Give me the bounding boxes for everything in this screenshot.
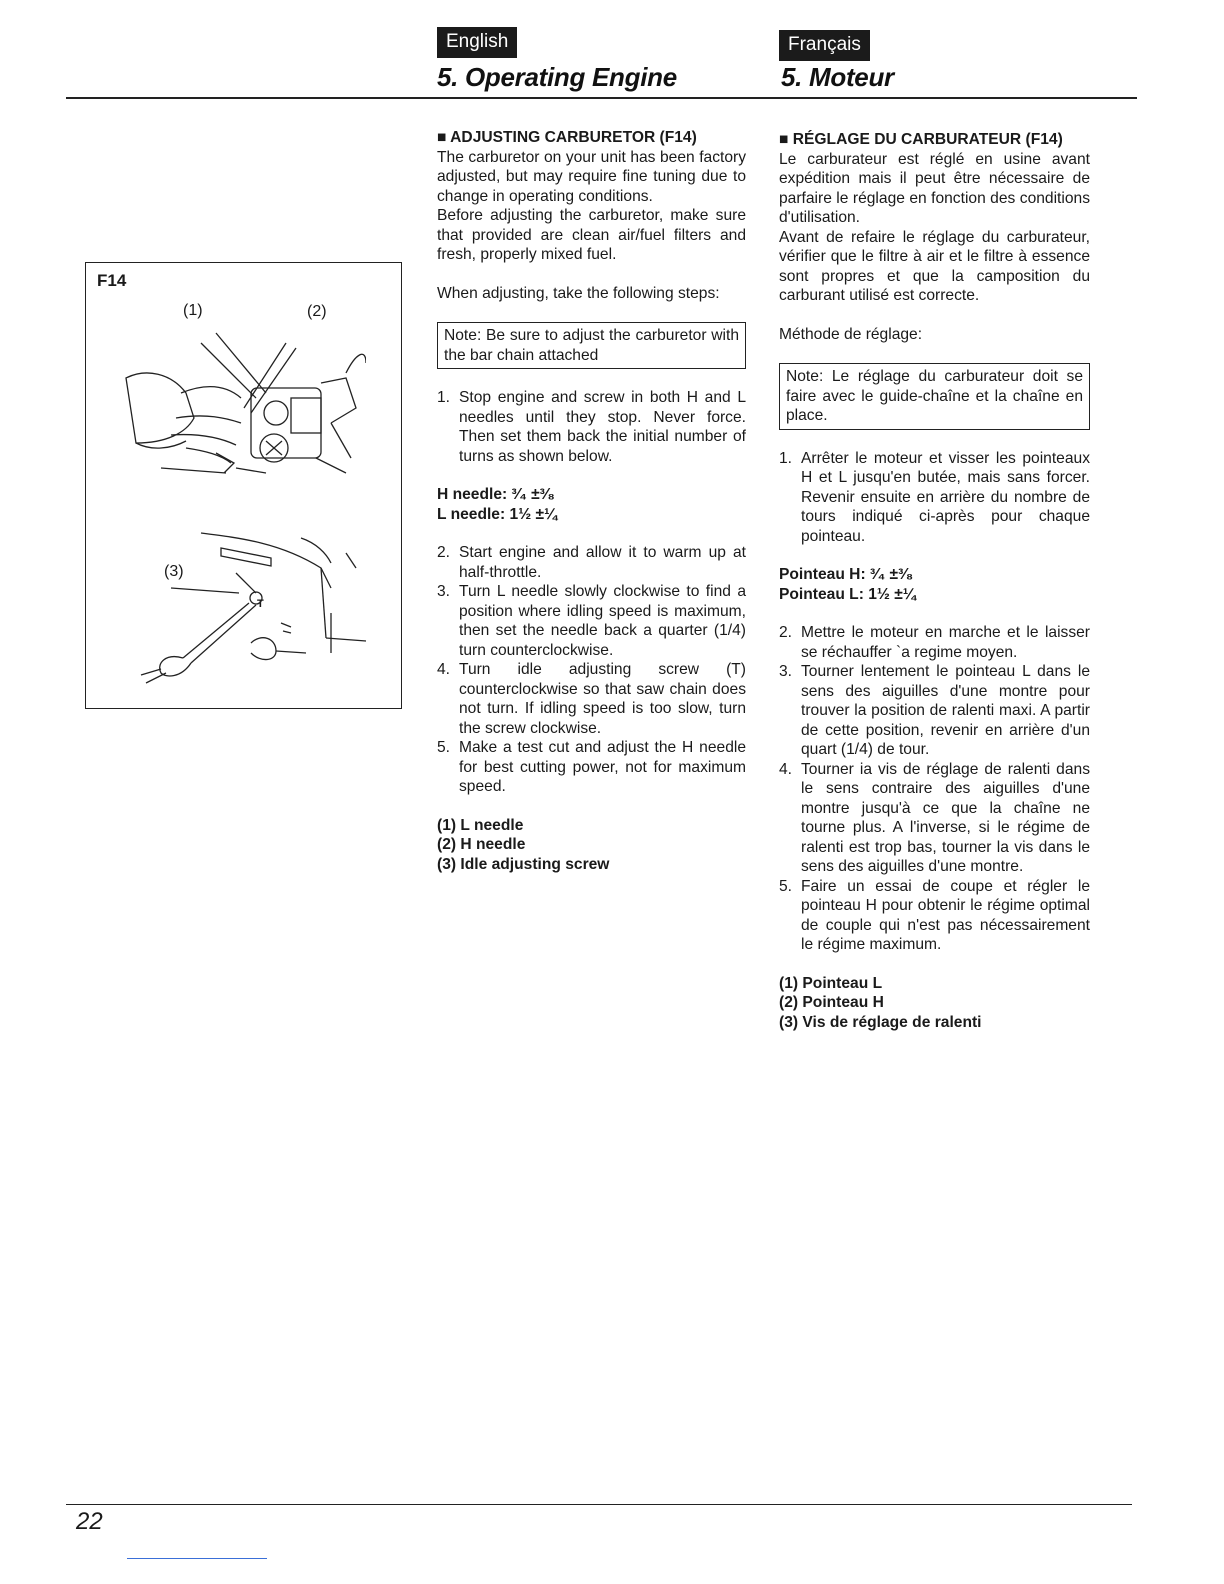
english-legend (437, 816, 746, 875)
step-text: Stop engine and screw in both H and L needles until they stop. Never force. Then set them back the initial number of turns as shown below. (459, 389, 746, 465)
l-needle-setting (779, 585, 1090, 605)
french-legend (779, 974, 1090, 1033)
page-number: 22 (76, 1508, 103, 1535)
step-number: 3. (437, 583, 451, 600)
french-heading: ■ RÉGLAGE DU CARBURATEUR (F14) (779, 131, 1063, 148)
list-item (437, 543, 746, 582)
step-number: 5. (437, 739, 451, 756)
french-column (779, 130, 1090, 1032)
english-note: Note: Be sure to adjust the carburetor with the bar chain attached (444, 327, 739, 364)
callout-1: (1) (183, 302, 203, 319)
english-intro-2: Before adjusting the carburetor, make sure that provided are clean air/fuel filters and fresh, properly mixed fuel. (437, 207, 746, 263)
step-number: 2. (437, 544, 451, 561)
english-steps-a (437, 388, 746, 466)
legend-item: (2) Pointeau H (779, 994, 884, 1011)
h-needle-setting (779, 565, 1090, 585)
step-text: Turn L needle slowly clockwise to find a position where idling speed is maximum, then set the needle back a quarter (1/4) turn counterclockwise. (459, 583, 746, 659)
h-needle-label: Pointeau H: (779, 566, 866, 583)
screw-mark-t: T (257, 598, 264, 610)
french-note-box (779, 363, 1090, 430)
figure-f14 (85, 262, 402, 709)
l-needle-value: 1½ ±¼ (509, 505, 558, 523)
french-steps-intro: Méthode de réglage: (779, 325, 923, 343)
english-heading: ■ ADJUSTING CARBURETOR (F14) (437, 129, 697, 146)
step-number: 4. (437, 661, 451, 678)
english-steps-b (437, 543, 746, 797)
step-text: Faire un essai de coupe et régler le pointeau H pour obtenir le régime optimal de couple qui n'est pas nécessairement le régime maximum. (801, 877, 1090, 953)
callout-3: (3) (164, 563, 184, 580)
h-needle-value: ³⁄₄ ±³⁄₈ (511, 486, 555, 503)
french-intro-2: Avant de refaire le réglage du carburateur, vérifier que le filtre à air et le filtre à essence sont propres et que la camposition du carburant utilisé est correcte. (779, 228, 1090, 304)
step-number: 4. (779, 760, 793, 778)
l-needle-label: Pointeau L: (779, 585, 864, 603)
header-rule (66, 97, 1137, 99)
legend-item: (3) Idle adjusting screw (437, 855, 610, 873)
step-text: Start engine and allow it to warm up at half-throttle. (459, 544, 746, 581)
french-section-title: 5. Moteur (781, 62, 894, 92)
list-item (437, 660, 746, 738)
list-item (779, 449, 1090, 547)
english-note-box (437, 322, 746, 369)
legend-item: (2) H needle (437, 836, 526, 853)
english-needle-settings (437, 485, 746, 524)
footer-rule (66, 1504, 1132, 1505)
french-note: Note: Le réglage du carburateur doit se faire avec le guide-chaîne et la chaîne en place. (786, 368, 1083, 424)
legend-item: (1) L needle (437, 816, 524, 834)
l-needle-label: L needle: (437, 505, 506, 523)
english-steps-intro: When adjusting, take the following steps: (437, 284, 720, 302)
english-section-title: 5. Operating Engine (437, 62, 677, 92)
step-number: 1. (779, 449, 793, 467)
figure-label: F14 (97, 271, 127, 290)
idle-screw-illustration (131, 513, 391, 693)
step-number: 1. (437, 389, 451, 406)
step-text: Tourner lentement le pointeau L dans le sens des aiguilles d'une montre pour trouver la position de ralenti maxi. A partir de cette position, revenir en arrière d'un quart (1/4) de tour. (801, 663, 1090, 758)
l-needle-value: 1½ ±¼ (868, 585, 916, 603)
step-number: 2. (779, 624, 793, 641)
french-steps-b (779, 623, 1090, 955)
carburetor-adjustment-illustration (116, 323, 366, 483)
h-needle-setting (437, 485, 746, 505)
footer-link-underline (127, 1558, 267, 1559)
list-item (779, 877, 1090, 955)
list-item (779, 662, 1090, 760)
english-column (437, 128, 746, 874)
french-language-tag: Français (779, 30, 870, 61)
list-item (437, 388, 746, 466)
l-needle-setting (437, 505, 746, 525)
english-intro-1: The carburetor on your unit has been factory adjusted, but may require fine tuning due to change in operating conditions. (437, 148, 746, 205)
step-text: Make a test cut and adjust the H needle for best cutting power, not for maximum speed. (459, 739, 746, 795)
step-number: 5. (779, 877, 793, 895)
legend-item: (3) Vis de réglage de ralenti (779, 1013, 982, 1031)
list-item (437, 738, 746, 797)
list-item (437, 582, 746, 660)
legend-item: (1) Pointeau L (779, 974, 883, 992)
callout-2: (2) (307, 303, 327, 320)
h-needle-value: ³⁄₄ ±³⁄₈ (869, 566, 914, 583)
french-needle-settings (779, 565, 1090, 604)
french-intro-1: Le carburateur est réglé en usine avant expédition mais il peut être nécessaire de parfaire le réglage en fonction des conditions d'utilisation. (779, 150, 1090, 226)
list-item (779, 623, 1090, 662)
step-text: Arrêter le moteur et visser les pointeaux H et L jusqu'en butée, mais sans forcer. Revenir ensuite en arrière du nombre de tours indiqué ci-après pour chaque pointeau. (801, 449, 1090, 545)
english-language-tag: English (437, 27, 517, 58)
step-text: Turn idle adjusting screw (T) counterclockwise so that saw chain does not turn. If idling speed is too slow, turn the screw clockwise. (459, 661, 746, 737)
step-text: Mettre le moteur en marche et le laisser se réchauffer `a regime moyen. (801, 624, 1090, 661)
step-number: 3. (779, 663, 793, 680)
list-item (779, 760, 1090, 877)
step-text: Tourner ia vis de réglage de ralenti dans le sens contraire des aiguilles d'une montre jusqu'à ce que la chaîne ne tourne plus. A l'inverse, si le régime de ralenti est trop bas, tourner la vis dans le sens des aiguilles d'une montre. (801, 760, 1090, 875)
h-needle-label: H needle: (437, 486, 508, 503)
french-steps-a (779, 449, 1090, 547)
